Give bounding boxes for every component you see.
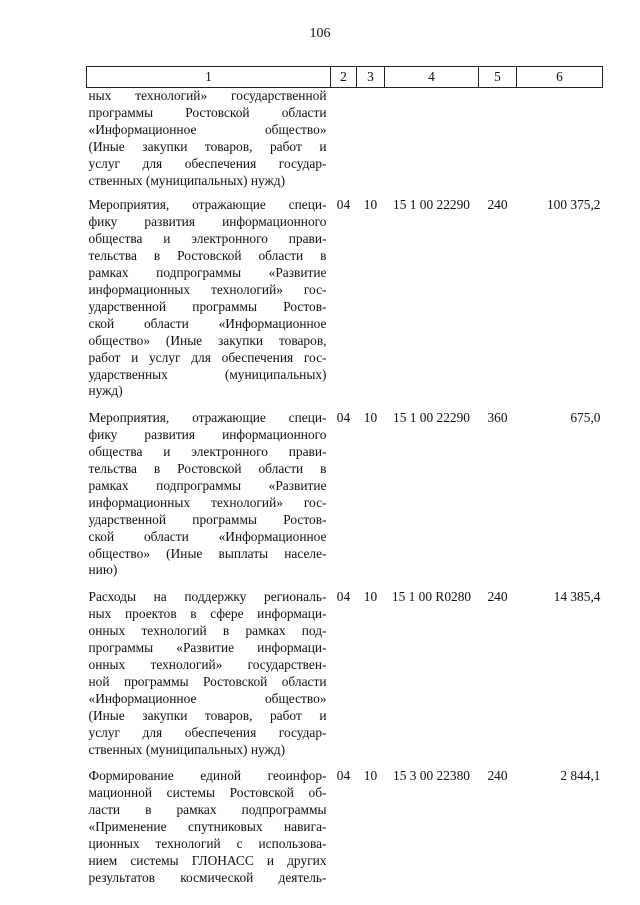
- amount-value: 14 385,4: [553, 589, 601, 605]
- description-line: фику развития информационного: [88, 214, 327, 230]
- description-line: работ и услуг для обеспечения гос-: [88, 349, 327, 365]
- description-line: общества и электронного прави-: [88, 231, 327, 247]
- amount-value: [517, 88, 603, 198]
- description-line: онных технологий» государствен-: [88, 657, 327, 672]
- description-line: ственных (муниципальных) нужд): [88, 741, 286, 757]
- description-line: общество» (Иные выплаты населе-: [88, 545, 327, 561]
- table-row: [87, 589, 603, 768]
- column-header-3: 3: [357, 67, 385, 88]
- description-line: онных технологий в рамках под-: [88, 623, 327, 639]
- description-line: «Информационное общество»: [88, 121, 327, 137]
- section-code: 04: [336, 589, 351, 605]
- description-line: услуг для обеспечения государ-: [88, 155, 327, 171]
- column-header-2: 2: [331, 67, 357, 88]
- row-description: [87, 589, 331, 768]
- description-line: ной программы Ростовской области: [88, 673, 327, 689]
- target-article-code: 15 1 00 22290: [393, 410, 470, 426]
- row-description: [87, 88, 331, 198]
- row-description: [87, 768, 331, 896]
- subsection-code: 10: [363, 768, 378, 784]
- description-line: «Применение спутниковых навига-: [88, 819, 327, 835]
- description-line: общество» (Иные закупки товаров,: [88, 332, 327, 348]
- section-code: 04: [336, 197, 351, 213]
- row-description: [87, 197, 331, 410]
- subsection-code: 10: [363, 197, 378, 213]
- description-line: (Иные закупки товаров, работ и: [88, 707, 327, 723]
- expense-type-code: 240: [487, 589, 508, 605]
- target-article-code: [385, 88, 479, 198]
- description-line: нию): [88, 562, 118, 578]
- description-line: ударственной программы Ростов-: [88, 298, 327, 314]
- table-row: [87, 410, 603, 589]
- description-line: мационной системы Ростовской об-: [88, 785, 327, 801]
- description-line: рамках подпрограммы «Развитие: [88, 477, 327, 493]
- description-line: программы Ростовской области: [88, 104, 327, 120]
- description-line: Мероприятия, отражающие специ-: [88, 197, 327, 213]
- description-line: ударственных (муниципальных): [88, 366, 327, 382]
- target-article-code: 15 1 00 R0280: [391, 589, 472, 605]
- description-line: Формирование единой геоинфор-: [88, 768, 327, 784]
- target-article-code: 15 3 00 22380: [393, 768, 470, 784]
- column-header-4: 4: [385, 67, 479, 88]
- description-line: ственных (муниципальных) нужд): [88, 172, 286, 188]
- subsection-code: [357, 88, 385, 198]
- description-line: рамках подпрограммы «Развитие: [88, 265, 327, 281]
- description-line: информационных технологий» гос-: [88, 494, 327, 510]
- description-line: услуг для обеспечения государ-: [88, 724, 327, 740]
- page-number: 106: [309, 26, 331, 41]
- section-code: 04: [336, 410, 351, 426]
- section-code: 04: [336, 768, 351, 784]
- expense-type-code: 240: [487, 768, 508, 784]
- amount-value: 100 375,2: [546, 197, 601, 213]
- description-line: ласти в рамках подпрограммы: [88, 802, 327, 818]
- description-line: результатов космической деятель-: [88, 869, 327, 885]
- description-line: ударственной программы Ростов-: [88, 511, 327, 527]
- description-line: (Иные закупки товаров, работ и: [88, 138, 327, 154]
- expense-type-code: 360: [487, 410, 508, 426]
- section-code: [331, 88, 357, 198]
- column-header-6: 6: [517, 67, 603, 88]
- column-header-1: 1: [87, 67, 331, 88]
- description-line: общества и электронного прави-: [88, 444, 327, 460]
- subsection-code: 10: [363, 589, 378, 605]
- description-line: ных проектов в сфере информаци-: [88, 606, 327, 622]
- description-line: фику развития информационного: [88, 427, 327, 443]
- description-line: Мероприятия, отражающие специ-: [88, 410, 327, 426]
- row-description: [87, 410, 331, 589]
- description-line: программы «Развитие информаци-: [88, 640, 327, 656]
- description-line: ской области «Информационное: [88, 528, 327, 544]
- description-line: «Информационное общество»: [88, 690, 327, 706]
- description-line: ных технологий» государственной: [88, 88, 327, 103]
- description-line: Расходы на поддержку региональ-: [88, 589, 327, 605]
- expense-type-code: [479, 88, 517, 198]
- amount-value: 675,0: [570, 410, 601, 426]
- table-header-row: [87, 67, 603, 88]
- description-line: ской области «Информационное: [88, 315, 327, 331]
- description-line: нием системы ГЛОНАСС и других: [88, 852, 327, 868]
- description-line: ционных технологий с использова-: [88, 836, 327, 852]
- description-line: нужд): [88, 383, 123, 399]
- table-row: [87, 88, 603, 198]
- table-row: [87, 197, 603, 410]
- expense-type-code: 240: [487, 197, 508, 213]
- target-article-code: 15 1 00 22290: [393, 197, 470, 213]
- description-line: тельства в Ростовской области в: [88, 461, 327, 477]
- column-header-5: 5: [479, 67, 517, 88]
- subsection-code: 10: [363, 410, 378, 426]
- description-line: тельства в Ростовской области в: [88, 248, 327, 264]
- budget-table: [86, 66, 603, 897]
- table-row: [87, 768, 603, 896]
- amount-value: 2 844,1: [560, 768, 601, 784]
- description-line: информационных технологий» гос-: [88, 281, 327, 297]
